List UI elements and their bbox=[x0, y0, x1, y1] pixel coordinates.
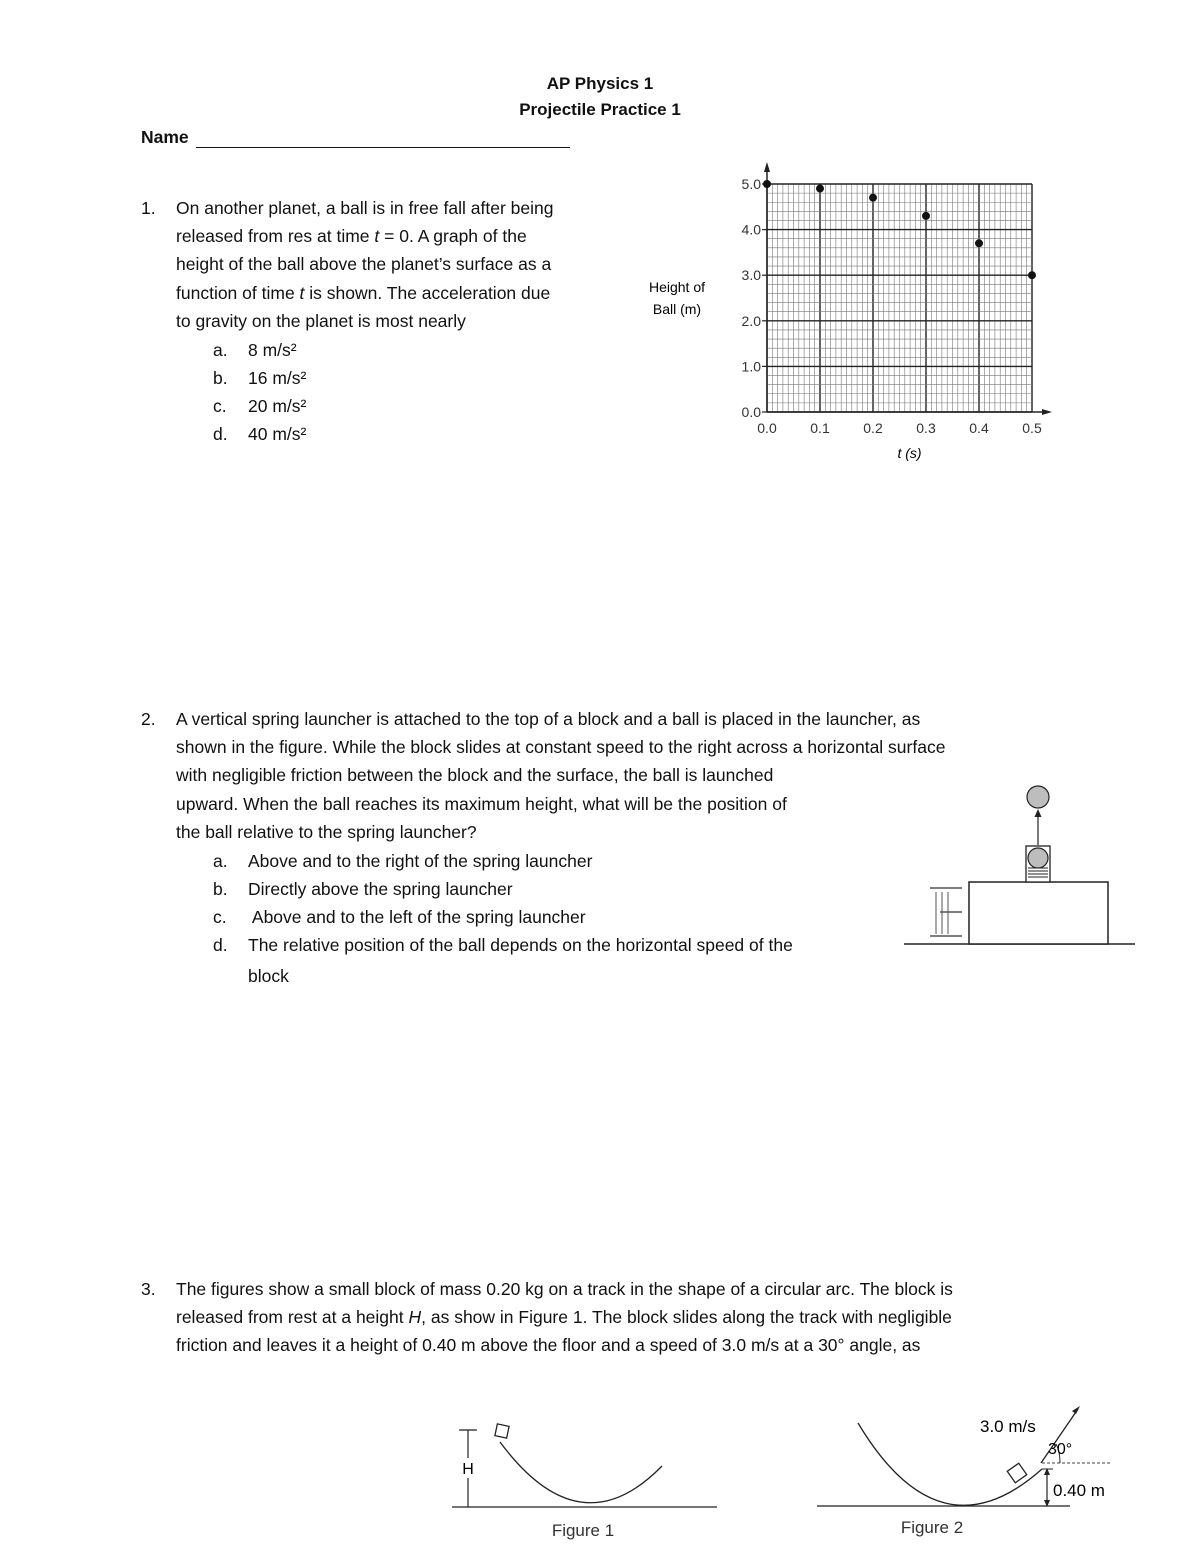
x-tick-label: 0.5 bbox=[1022, 420, 1042, 436]
y-tick-label: 4.0 bbox=[741, 221, 761, 238]
x-tick-label: 0.1 bbox=[810, 420, 830, 436]
launch-arrow-head bbox=[1035, 809, 1042, 817]
q1-line: to gravity on the planet is most nearly bbox=[176, 310, 466, 331]
figure-1-caption: Figure 1 bbox=[551, 1521, 615, 1540]
q2-line: shown in the figure. While the block slides at constant speed to the right across a horizontal surface bbox=[176, 737, 946, 758]
data-point bbox=[1028, 271, 1036, 279]
q2-option-d-continued: block bbox=[248, 966, 289, 986]
q3-text bbox=[176, 1275, 1076, 1360]
data-point bbox=[816, 185, 824, 193]
height-time-chart bbox=[630, 150, 1070, 470]
q1-line: released from res at time t = 0. A graph of the bbox=[176, 226, 527, 247]
q3-line: friction and leaves it a height of 0.40 m above the floor and a speed of 3.0 m/s at a 30° angle, as bbox=[176, 1335, 921, 1356]
q2-line: upward. When the ball reaches its maximum height, what will be the position of bbox=[176, 793, 787, 814]
q3-line: released from rest at a height H, as show in Figure 1. The block slides along the track with negligible bbox=[176, 1307, 952, 1328]
q1-line: function of time t is shown. The acceleration due bbox=[176, 282, 551, 303]
figure-1 bbox=[440, 1410, 740, 1550]
chart-axes bbox=[764, 162, 1052, 415]
block bbox=[969, 882, 1108, 944]
height-label: H bbox=[462, 1461, 474, 1478]
q1-line: On another planet, a ball is in free fall after being bbox=[176, 198, 554, 218]
q2-line: A vertical spring launcher is attached to the top of a block and a ball is placed in the launcher, as bbox=[176, 709, 921, 729]
y-axis-label-1: Height of bbox=[648, 279, 706, 295]
worksheet-title: Projectile Practice 1 bbox=[519, 100, 681, 119]
y-axis-label-2: Ball (m) bbox=[652, 301, 702, 317]
q3-number: 3. bbox=[141, 1279, 156, 1299]
data-point bbox=[763, 180, 771, 188]
name-line[interactable] bbox=[196, 129, 570, 148]
angle-label: 30° bbox=[1048, 1441, 1073, 1458]
x-tick-label: 0.4 bbox=[969, 420, 989, 436]
height-label: 0.40 m bbox=[1053, 1481, 1105, 1500]
ball-in-launcher bbox=[1028, 848, 1048, 868]
course-title: AP Physics 1 bbox=[546, 74, 654, 93]
y-tick-label: 0.0 bbox=[741, 404, 761, 420]
figure-2-caption: Figure 2 bbox=[900, 1518, 964, 1537]
q3-line: The figures show a small block of mass 0.20 kg on a track in the shape of a circular arc. The block is bbox=[176, 1279, 953, 1299]
y-tick-label: 3.0 bbox=[741, 267, 761, 284]
name-label: Name bbox=[141, 127, 189, 147]
y-axis-arrow bbox=[764, 162, 770, 172]
spring-launcher-figure bbox=[900, 780, 1140, 955]
chart-grid bbox=[767, 184, 1032, 412]
circular-track bbox=[500, 1442, 662, 1503]
y-tick-label: 2.0 bbox=[741, 312, 761, 329]
q2-line: with negligible friction between the block and the surface, the ball is launched bbox=[176, 765, 774, 786]
x-tick-label: 0.0 bbox=[757, 420, 777, 436]
block bbox=[1007, 1463, 1026, 1482]
chart-tick-labels bbox=[742, 176, 1042, 436]
data-point bbox=[869, 194, 877, 202]
q1-number: 1. bbox=[141, 198, 156, 218]
x-axis-label: t (s) bbox=[897, 445, 922, 461]
y-tick-label: 1.0 bbox=[741, 358, 761, 375]
q1-line: height of the ball above the planet’s surface as a bbox=[176, 254, 552, 275]
q2-line: the ball relative to the spring launcher? bbox=[176, 821, 477, 842]
velocity-arrow-head bbox=[1072, 1406, 1080, 1414]
ball-launched bbox=[1027, 786, 1049, 808]
x-axis-arrow bbox=[1042, 409, 1052, 415]
x-tick-label: 0.3 bbox=[916, 420, 936, 436]
block bbox=[495, 1424, 509, 1438]
q2-number: 2. bbox=[141, 709, 156, 729]
speed-label: 3.0 m/s bbox=[980, 1417, 1036, 1436]
q1-text bbox=[176, 194, 636, 335]
data-point bbox=[975, 239, 983, 247]
x-tick-label: 0.2 bbox=[863, 420, 883, 436]
data-point bbox=[922, 212, 930, 220]
figure-2 bbox=[810, 1405, 1155, 1550]
y-tick-label: 5.0 bbox=[741, 176, 761, 192]
